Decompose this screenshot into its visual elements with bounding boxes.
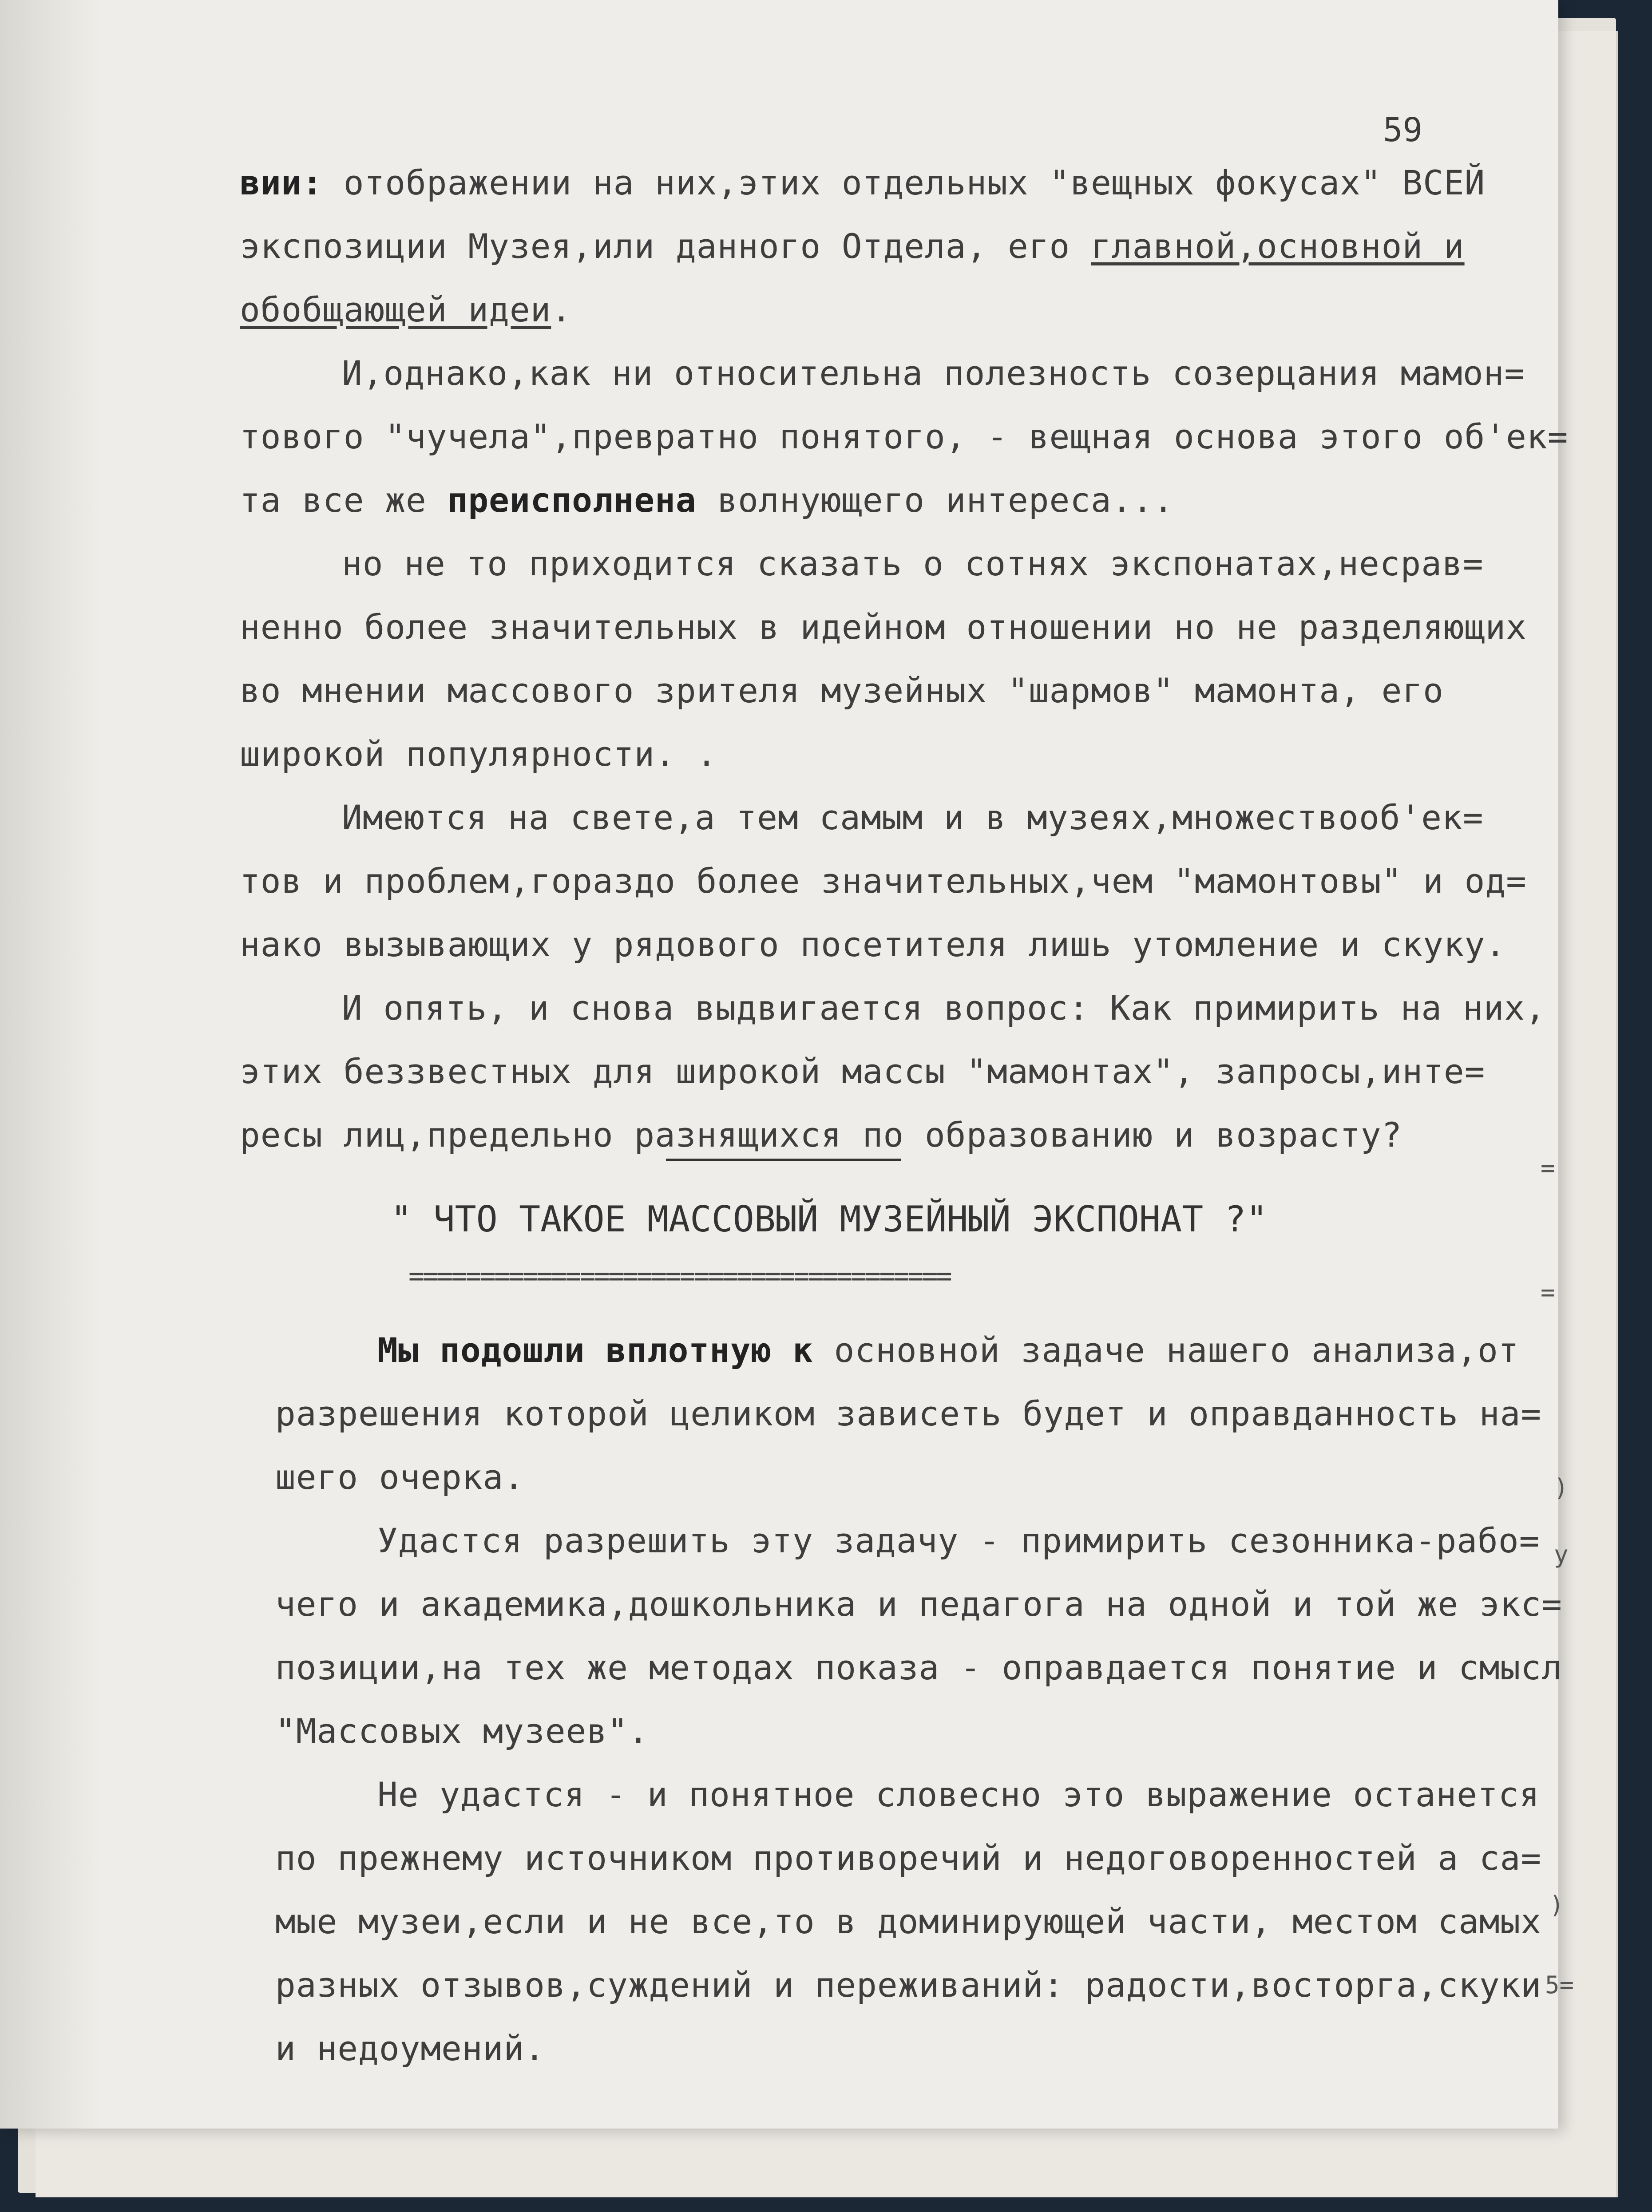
text-run: Удастся разрешить эту задачу - примирить сезонника-рабо= [377, 1521, 1540, 1560]
text-run: отображении на них,этих отдельных "вещных фокусах" ВСЕЙ [323, 163, 1486, 202]
text-run: по прежнему источником противоречий и недоговоренностей а са= [275, 1838, 1542, 1878]
text-line [275, 2017, 1541, 2080]
text-run: этих беззвестных для широкой [240, 1052, 821, 1091]
text-line [275, 1953, 1541, 2017]
text-run: широкой популярности. . [240, 734, 717, 774]
text-run: вии: [240, 163, 323, 202]
text-line [240, 849, 1536, 913]
text-line [275, 1826, 1541, 1890]
edge-mark: ) [1549, 1891, 1564, 1919]
paragraph [240, 532, 1536, 786]
text-line [275, 1636, 1562, 1699]
text-run: экспозиции Музея,или данного Отдела, его [240, 226, 1091, 266]
text-run: тового "чучела",превратно понятого, - вещная основа этого об'ек= [240, 417, 1569, 456]
text-line [240, 405, 1569, 468]
text-run: главной,основной и [1091, 226, 1465, 266]
text-run: ненно более значительных в идейном отношении но не разделяющих [240, 607, 1527, 647]
edge-mark: = [1541, 1278, 1555, 1306]
text-run: ресы лиц,предельно разнящихся по образованию и возрасту? [240, 1115, 1402, 1155]
text-run: И,однако,как ни относительна полезность созерцания мамон= [342, 353, 1525, 393]
text-run: нако вызывающих у рядового посетителя лишь утомление и скуку. [240, 925, 1506, 964]
text-run: волнующего интереса... [696, 480, 1174, 520]
text-run: чего и академика,дошкольника и педагога на одной и той же экс= [275, 1584, 1562, 1624]
paragraph [275, 1509, 1562, 1763]
text-line [275, 1572, 1562, 1636]
edge-mark: = [1541, 1154, 1555, 1182]
text-line [275, 1509, 1541, 1572]
paragraph [240, 786, 1536, 976]
text-line [240, 341, 1536, 405]
text-run: разрешения которой целиком зависеть будет и оправданность на= [275, 1394, 1542, 1433]
text-run: преисполнена [447, 480, 697, 520]
text-run: тов и проблем,гораздо более значительных,чем "мамонтовы" и од= [240, 861, 1527, 901]
text-line [240, 595, 1536, 659]
text-run: Мы подошли вплотную к [377, 1330, 813, 1370]
paragraph [275, 1318, 1541, 1509]
text-run: мые музеи,если и не все,то в доминирующей части, местом самых [275, 1902, 1542, 1941]
text-run: та все же [240, 480, 448, 520]
section-heading: " ЧТО ТАКОЕ МАССОВЫЙ МУЗЕЙНЫЙ ЭКСПОНАТ ?" [391, 1199, 1268, 1240]
text-run: Не удастся - и понятное словесно это выражение останется [377, 1775, 1540, 1814]
text-line [275, 1318, 1541, 1382]
edge-mark: 5= [1545, 1971, 1574, 1999]
body-text-top [240, 151, 1569, 1167]
text-run: обобщающей идеи [240, 290, 551, 329]
text-line [240, 1040, 1536, 1103]
section-divider [666, 1159, 901, 1161]
text-run: шего очерка. [275, 1457, 525, 1497]
text-run: массы "мамонтах", запросы,инте= [821, 1052, 1486, 1091]
section-heading-underline: ====================================== [408, 1261, 951, 1292]
paragraph [240, 976, 1546, 1167]
body-text-bottom [275, 1318, 1562, 2080]
text-line [240, 468, 1536, 532]
text-run: "Массовых музеев". [275, 1711, 649, 1751]
text-run: и недоумений. [275, 2029, 545, 2068]
text-run: разных отзывов,суждений и переживаний: радости,восторга,скуки [275, 1965, 1542, 2005]
edge-mark: ) [1554, 1474, 1569, 1502]
text-line [275, 1763, 1541, 1826]
text-line [275, 1699, 1541, 1763]
text-line [240, 278, 1536, 341]
text-line [240, 214, 1536, 278]
text-run: . [551, 290, 572, 329]
text-run: во мнении массового зрителя музейных "шармов" мамонта, его [240, 671, 1444, 710]
text-run: И опять, и снова выдвигается вопрос: Как примирить на них, [342, 988, 1546, 1028]
text-run: но не то приходится сказать о сотнях экспонатах,несрав= [342, 544, 1484, 583]
text-line [275, 1890, 1541, 1953]
text-run: основной задаче нашего анализа,от [813, 1330, 1519, 1370]
text-line [240, 151, 1536, 214]
text-run: Имеются на свете,а тем самым и в музеях,множествооб'ек= [342, 798, 1484, 837]
paragraph [240, 341, 1569, 532]
text-line [240, 786, 1536, 849]
paragraph [275, 1763, 1541, 2080]
text-line [275, 1445, 1541, 1509]
page-gutter-shadow [0, 0, 102, 2129]
text-run: позиции,на тех же методах показа - оправдается понятие и смысл [275, 1648, 1562, 1687]
text-line [240, 722, 1536, 786]
text-line [240, 659, 1536, 722]
text-line [240, 532, 1536, 595]
edge-mark: у [1554, 1540, 1569, 1568]
text-line [240, 976, 1546, 1040]
page-number: 59 [1383, 111, 1423, 149]
text-line [240, 1103, 1536, 1167]
text-line [275, 1382, 1541, 1445]
text-line [240, 913, 1536, 976]
paragraph [240, 151, 1536, 341]
